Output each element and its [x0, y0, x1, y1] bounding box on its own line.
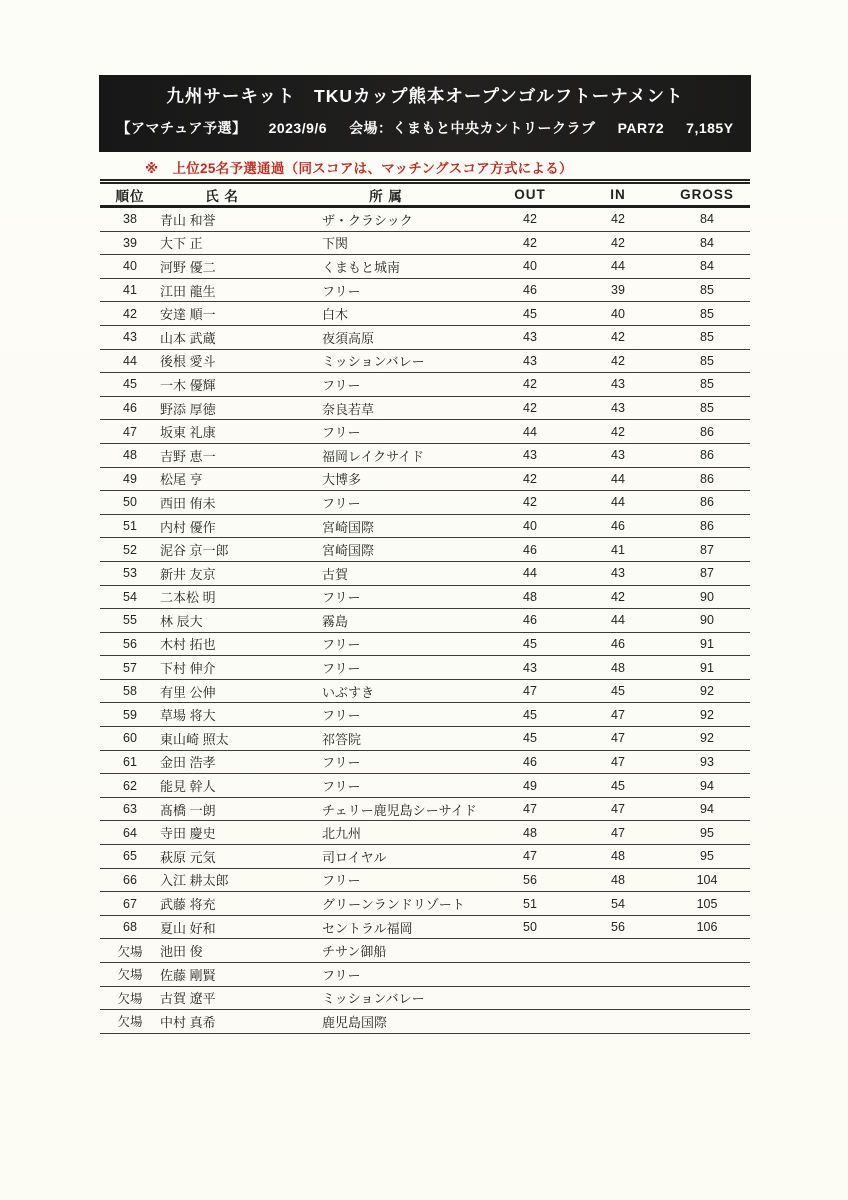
cell-club: チサン御船 — [322, 939, 488, 963]
cell-club: 霧島 — [322, 609, 488, 633]
cell-rank: 56 — [100, 632, 160, 656]
cell-club: フリー — [322, 774, 488, 798]
cell-rank: 38 — [100, 207, 160, 232]
cell-name: 萩原 元気 — [160, 845, 322, 869]
cell-rank: 欠場 — [100, 1010, 160, 1034]
cell-gross: 86 — [664, 514, 750, 538]
cell-in: 54 — [572, 892, 664, 916]
table-row — [100, 774, 750, 798]
cell-in: 44 — [572, 467, 664, 491]
table-row — [100, 845, 750, 869]
cell-rank: 47 — [100, 420, 160, 444]
cell-gross — [664, 939, 750, 963]
cell-in: 43 — [572, 561, 664, 585]
results-table-header — [100, 182, 750, 207]
table-row — [100, 703, 750, 727]
cell-in: 47 — [572, 750, 664, 774]
table-row — [100, 373, 750, 397]
table-row — [100, 207, 750, 232]
cell-rank: 67 — [100, 892, 160, 916]
cell-in: 43 — [572, 396, 664, 420]
cell-club: フリー — [322, 703, 488, 727]
cell-club: 北九州 — [322, 821, 488, 845]
cell-in: 42 — [572, 231, 664, 255]
cell-out: 45 — [488, 302, 572, 326]
cell-out: 42 — [488, 467, 572, 491]
cell-name: 林 辰大 — [160, 609, 322, 633]
cell-name: 金田 浩孝 — [160, 750, 322, 774]
cell-club: いぶすき — [322, 679, 488, 703]
cell-name: 新井 友京 — [160, 561, 322, 585]
cell-out: 48 — [488, 821, 572, 845]
cell-rank: 欠場 — [100, 963, 160, 987]
cell-gross: 93 — [664, 750, 750, 774]
cell-name: 入江 耕太郎 — [160, 868, 322, 892]
cell-club: フリー — [322, 750, 488, 774]
cell-gross: 105 — [664, 892, 750, 916]
tournament-title: 九州サーキット TKUカップ熊本オープンゴルフトーナメント — [166, 86, 684, 106]
cell-club: フリー — [322, 585, 488, 609]
cell-in: 56 — [572, 915, 664, 939]
cell-out: 44 — [488, 420, 572, 444]
column-header-rank: 順位 — [100, 182, 160, 207]
cell-out: 43 — [488, 325, 572, 349]
cell-name: 坂東 礼康 — [160, 420, 322, 444]
cell-rank: 45 — [100, 373, 160, 397]
cell-name: 下村 伸介 — [160, 656, 322, 680]
cell-gross: 90 — [664, 585, 750, 609]
cell-out — [488, 939, 572, 963]
cell-club: ミッションバレー — [322, 986, 488, 1010]
tournament-header-band — [99, 75, 751, 152]
table-row — [100, 679, 750, 703]
cell-out: 44 — [488, 561, 572, 585]
qualifying-note — [145, 157, 573, 177]
cell-rank: 50 — [100, 491, 160, 515]
note-text: 上位25名予選通過（同スコアは、マッチングスコア方式による） — [172, 161, 573, 176]
cell-club: 福岡レイクサイド — [322, 443, 488, 467]
cell-in: 46 — [572, 632, 664, 656]
cell-rank: 66 — [100, 868, 160, 892]
table-row — [100, 609, 750, 633]
cell-name: 能見 幹人 — [160, 774, 322, 798]
cell-rank: 42 — [100, 302, 160, 326]
cell-name: 野添 厚徳 — [160, 396, 322, 420]
cell-in: 42 — [572, 207, 664, 232]
cell-gross: 85 — [664, 325, 750, 349]
cell-name: 後根 愛斗 — [160, 349, 322, 373]
table-row — [100, 656, 750, 680]
cell-out: 40 — [488, 514, 572, 538]
cell-club: 祁答院 — [322, 727, 488, 751]
cell-gross — [664, 963, 750, 987]
cell-gross: 85 — [664, 278, 750, 302]
cell-club: フリー — [322, 420, 488, 444]
cell-in: 42 — [572, 325, 664, 349]
cell-club: セントラル福岡 — [322, 915, 488, 939]
table-row — [100, 892, 750, 916]
cell-rank: 39 — [100, 231, 160, 255]
column-header-club: 所 属 — [322, 182, 488, 207]
cell-rank: 57 — [100, 656, 160, 680]
cell-out: 47 — [488, 797, 572, 821]
cell-gross: 85 — [664, 396, 750, 420]
cell-club: フリー — [322, 373, 488, 397]
cell-in — [572, 963, 664, 987]
table-row — [100, 302, 750, 326]
cell-club: 鹿児島国際 — [322, 1010, 488, 1034]
cell-name: 佐藤 剛賢 — [160, 963, 322, 987]
cell-rank: 43 — [100, 325, 160, 349]
cell-in: 40 — [572, 302, 664, 326]
column-header-out: OUT — [488, 182, 572, 207]
column-header-gross: GROSS — [664, 182, 750, 207]
cell-gross: 85 — [664, 302, 750, 326]
cell-club: チェリー鹿児島シーサイド — [322, 797, 488, 821]
cell-rank: 68 — [100, 915, 160, 939]
cell-rank: 55 — [100, 609, 160, 633]
cell-rank: 59 — [100, 703, 160, 727]
cell-gross: 87 — [664, 538, 750, 562]
cell-rank: 60 — [100, 727, 160, 751]
cell-in: 47 — [572, 727, 664, 751]
cell-out: 42 — [488, 207, 572, 232]
cell-club: 司ロイヤル — [322, 845, 488, 869]
cell-club: 奈良若草 — [322, 396, 488, 420]
note-asterisk-marker: ※ — [145, 161, 159, 176]
cell-gross: 84 — [664, 255, 750, 279]
cell-out: 46 — [488, 609, 572, 633]
cell-gross: 95 — [664, 845, 750, 869]
cell-rank: 53 — [100, 561, 160, 585]
cell-gross: 84 — [664, 231, 750, 255]
cell-rank: 65 — [100, 845, 160, 869]
cell-in: 44 — [572, 491, 664, 515]
cell-gross — [664, 986, 750, 1010]
cell-out: 46 — [488, 278, 572, 302]
cell-in: 41 — [572, 538, 664, 562]
session-label: 【アマチュア予選】 — [116, 120, 247, 136]
cell-name: 寺田 慶史 — [160, 821, 322, 845]
cell-out: 50 — [488, 915, 572, 939]
column-header-in: IN — [572, 182, 664, 207]
cell-out: 48 — [488, 585, 572, 609]
cell-out: 45 — [488, 632, 572, 656]
cell-name: 池田 俊 — [160, 939, 322, 963]
table-row — [100, 514, 750, 538]
cell-name: 安達 順一 — [160, 302, 322, 326]
cell-gross: 94 — [664, 774, 750, 798]
cell-rank: 54 — [100, 585, 160, 609]
cell-name: 江田 龍生 — [160, 278, 322, 302]
cell-rank: 欠場 — [100, 986, 160, 1010]
cell-rank: 62 — [100, 774, 160, 798]
cell-gross: 91 — [664, 656, 750, 680]
cell-gross: 104 — [664, 868, 750, 892]
cell-in: 42 — [572, 420, 664, 444]
cell-name: 夏山 好和 — [160, 915, 322, 939]
table-row — [100, 420, 750, 444]
cell-out — [488, 986, 572, 1010]
cell-club: ミッションバレー — [322, 349, 488, 373]
cell-gross — [664, 1010, 750, 1034]
cell-name: 二本松 明 — [160, 585, 322, 609]
par-label: PAR72 — [617, 120, 665, 136]
cell-in — [572, 1010, 664, 1034]
cell-out: 47 — [488, 845, 572, 869]
table-row — [100, 868, 750, 892]
cell-rank: 40 — [100, 255, 160, 279]
cell-gross: 86 — [664, 467, 750, 491]
cell-out: 40 — [488, 255, 572, 279]
cell-club: ザ・クラシック — [322, 207, 488, 232]
cell-out: 43 — [488, 656, 572, 680]
cell-out: 56 — [488, 868, 572, 892]
cell-club: フリー — [322, 868, 488, 892]
cell-in: 48 — [572, 656, 664, 680]
table-row — [100, 915, 750, 939]
cell-out — [488, 1010, 572, 1034]
cell-name: 草場 将大 — [160, 703, 322, 727]
cell-club: フリー — [322, 963, 488, 987]
cell-name: 一木 優輝 — [160, 373, 322, 397]
cell-club: くまもと城南 — [322, 255, 488, 279]
cell-in: 39 — [572, 278, 664, 302]
cell-club: グリーンランドリゾート — [322, 892, 488, 916]
table-row — [100, 585, 750, 609]
table-row — [100, 750, 750, 774]
table-row — [100, 467, 750, 491]
cell-club: 白木 — [322, 302, 488, 326]
table-row — [100, 727, 750, 751]
cell-gross: 90 — [664, 609, 750, 633]
cell-in: 47 — [572, 703, 664, 727]
cell-out: 51 — [488, 892, 572, 916]
cell-out: 42 — [488, 373, 572, 397]
cell-gross: 84 — [664, 207, 750, 232]
cell-out: 45 — [488, 703, 572, 727]
cell-out: 46 — [488, 538, 572, 562]
cell-in: 44 — [572, 255, 664, 279]
table-row — [100, 1010, 750, 1034]
cell-rank: 52 — [100, 538, 160, 562]
cell-rank: 44 — [100, 349, 160, 373]
cell-in: 43 — [572, 443, 664, 467]
cell-rank: 49 — [100, 467, 160, 491]
cell-club: フリー — [322, 632, 488, 656]
table-row — [100, 325, 750, 349]
cell-out: 49 — [488, 774, 572, 798]
table-row — [100, 986, 750, 1010]
cell-name: 東山崎 照太 — [160, 727, 322, 751]
cell-name: 松尾 亨 — [160, 467, 322, 491]
cell-rank: 46 — [100, 396, 160, 420]
cell-rank: 61 — [100, 750, 160, 774]
cell-in: 47 — [572, 797, 664, 821]
cell-name: 古賀 遼平 — [160, 986, 322, 1010]
cell-out: 47 — [488, 679, 572, 703]
cell-club: フリー — [322, 491, 488, 515]
cell-name: 泥谷 京一郎 — [160, 538, 322, 562]
cell-gross: 86 — [664, 443, 750, 467]
cell-gross: 92 — [664, 679, 750, 703]
cell-name: 中村 真希 — [160, 1010, 322, 1034]
cell-rank: 欠場 — [100, 939, 160, 963]
cell-rank: 58 — [100, 679, 160, 703]
cell-rank: 63 — [100, 797, 160, 821]
table-row — [100, 797, 750, 821]
cell-name: 木村 拓也 — [160, 632, 322, 656]
cell-gross: 87 — [664, 561, 750, 585]
cell-gross: 86 — [664, 491, 750, 515]
cell-rank: 41 — [100, 278, 160, 302]
cell-gross: 85 — [664, 373, 750, 397]
cell-name: 西田 侑未 — [160, 491, 322, 515]
cell-out: 45 — [488, 727, 572, 751]
cell-name: 髙橋 一朗 — [160, 797, 322, 821]
cell-out — [488, 963, 572, 987]
cell-in: 44 — [572, 609, 664, 633]
cell-club: フリー — [322, 278, 488, 302]
cell-club: フリー — [322, 656, 488, 680]
table-row — [100, 255, 750, 279]
table-row — [100, 561, 750, 585]
results-table — [100, 179, 750, 1034]
cell-club: 下関 — [322, 231, 488, 255]
results-tbody — [100, 207, 750, 1034]
cell-out: 43 — [488, 349, 572, 373]
cell-in — [572, 939, 664, 963]
cell-out: 43 — [488, 443, 572, 467]
table-row — [100, 491, 750, 515]
column-header-name: 氏 名 — [160, 182, 322, 207]
cell-name: 有里 公伸 — [160, 679, 322, 703]
cell-club: 宮崎国際 — [322, 538, 488, 562]
event-date: 2023/9/6 — [268, 120, 328, 136]
table-row — [100, 939, 750, 963]
cell-in — [572, 986, 664, 1010]
cell-out: 42 — [488, 231, 572, 255]
cell-in: 45 — [572, 679, 664, 703]
table-row — [100, 231, 750, 255]
cell-club: 古賀 — [322, 561, 488, 585]
cell-name: 山本 武蔵 — [160, 325, 322, 349]
table-row — [100, 278, 750, 302]
cell-in: 48 — [572, 845, 664, 869]
cell-gross: 95 — [664, 821, 750, 845]
table-row — [100, 396, 750, 420]
venue-label: 会場：くまもと中央カントリークラブ — [349, 120, 596, 136]
cell-club: 大博多 — [322, 467, 488, 491]
cell-gross: 91 — [664, 632, 750, 656]
cell-name: 内村 優作 — [160, 514, 322, 538]
cell-in: 42 — [572, 585, 664, 609]
cell-out: 42 — [488, 396, 572, 420]
cell-club: 夜須高原 — [322, 325, 488, 349]
cell-name: 吉野 恵一 — [160, 443, 322, 467]
cell-gross: 86 — [664, 420, 750, 444]
cell-in: 43 — [572, 373, 664, 397]
table-row — [100, 963, 750, 987]
table-row — [100, 349, 750, 373]
cell-gross: 106 — [664, 915, 750, 939]
cell-out: 42 — [488, 491, 572, 515]
cell-gross: 94 — [664, 797, 750, 821]
cell-gross: 92 — [664, 703, 750, 727]
cell-in: 42 — [572, 349, 664, 373]
cell-name: 武藤 将充 — [160, 892, 322, 916]
table-row — [100, 821, 750, 845]
cell-rank: 48 — [100, 443, 160, 467]
cell-name: 大下 正 — [160, 231, 322, 255]
table-row — [100, 538, 750, 562]
cell-rank: 51 — [100, 514, 160, 538]
cell-in: 46 — [572, 514, 664, 538]
cell-club: 宮崎国際 — [322, 514, 488, 538]
cell-in: 48 — [572, 868, 664, 892]
cell-gross: 92 — [664, 727, 750, 751]
yardage-label: 7,185Y — [686, 120, 734, 136]
table-row — [100, 443, 750, 467]
cell-gross: 85 — [664, 349, 750, 373]
cell-name: 河野 優二 — [160, 255, 322, 279]
cell-out: 46 — [488, 750, 572, 774]
cell-in: 45 — [572, 774, 664, 798]
cell-name: 青山 和誉 — [160, 207, 322, 232]
table-row — [100, 632, 750, 656]
cell-in: 47 — [572, 821, 664, 845]
cell-rank: 64 — [100, 821, 160, 845]
qualifier-info-line — [99, 118, 751, 138]
